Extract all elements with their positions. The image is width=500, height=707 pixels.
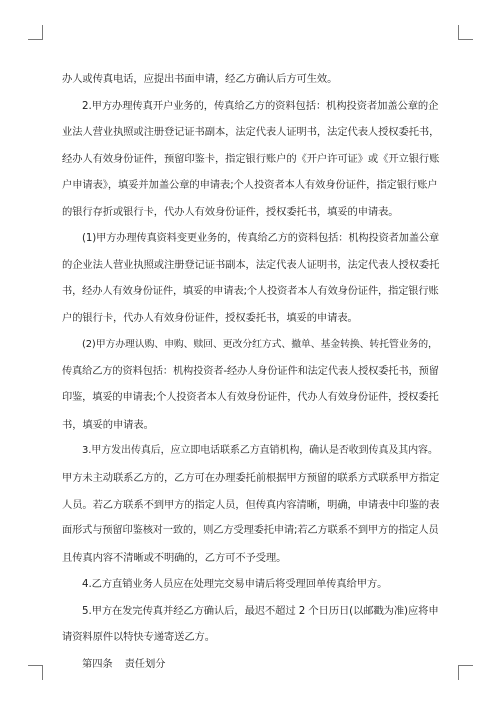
text-line: 的银行存折或银行卡，代办人有效身份证件，授权委托书，填妥的申请表。 bbox=[62, 205, 399, 218]
text-line: 书，经办人有效身份证件，填妥的申请表;个人投资者本人有效身份证件，指定银行账 bbox=[62, 285, 439, 297]
text-line: 4.乙方直销业务人员应在处理完交易申请后将受理回单传真给甲方。 bbox=[82, 578, 388, 591]
text-line: 户的银行卡，代办人有效身份证件，授权委托书，填妥的申请表。 bbox=[62, 312, 358, 325]
text-line: 传真给乙方的资料包括：机构投资者-经办人身份证件和法定代表人授权委托书，预留 bbox=[62, 365, 439, 377]
corner-mark-bottom-right bbox=[458, 665, 473, 680]
document-body bbox=[62, 66, 440, 678]
text-line: 印鉴，填妥的申请表;个人投资者本人有效身份证件，代办人有效身份证件，授权委托 bbox=[62, 392, 439, 404]
text-line: (2)甲方办理认购、申购、赎回、更改分红方式、撤单、基金转换、转托管业务的， bbox=[82, 338, 438, 350]
text-line: 业法人营业执照或注册登记证书副本，法定代表人证明书，法定代表人授权委托书， bbox=[62, 126, 440, 139]
text-line: 请资料原件以特快专递寄送乙方。 bbox=[62, 631, 215, 644]
corner-mark-top-left bbox=[28, 25, 43, 40]
corner-mark-bottom-left bbox=[28, 665, 43, 680]
article-heading bbox=[62, 651, 440, 678]
text-line: 2.甲方办理传真开户业务的，传真给乙方的资料包括：机构投资者加盖公章的企 bbox=[82, 99, 439, 112]
article-title: 责任划分 bbox=[124, 658, 166, 671]
text-line: 3.甲方发出传真后，应立即电话联系乙方直销机构，确认是否收到传真及其内容。 bbox=[82, 445, 438, 457]
article-number: 第四条 bbox=[82, 658, 113, 671]
text-line: 的企业法人营业执照或注册登记证书副本，法定代表人证明书，法定代表人授权委托 bbox=[62, 259, 440, 272]
text-line: 办人或传真电话，应提出书面申请，经乙方确认后方可生效。 bbox=[62, 73, 338, 85]
text-line: 书，填妥的申请表。 bbox=[62, 418, 154, 431]
text-line: 经办人有效身份证件，预留印鉴卡，指定银行账户的《开户许可证》或《开立银行账 bbox=[62, 152, 440, 165]
text-line: 户申请表》，填妥并加盖公章的申请表;个人投资者本人有效身份证件，指定银行账户 bbox=[62, 179, 438, 192]
text-line: 甲方未主动联系乙方的，乙方可在办理委托前根据甲方预留的联系方式联系甲方指定 bbox=[62, 471, 440, 484]
corner-mark-top-right bbox=[458, 25, 473, 40]
text-line: 且传真内容不清晰或不明确的，乙方可不予受理。 bbox=[62, 551, 287, 564]
text-line: 人员。若乙方联系不到甲方的指定人员，但传真内容清晰，明确，申请表中印鉴的表 bbox=[62, 498, 440, 511]
text-line: 面形式与预留印鉴核对一致的，则乙方受理委托申请;若乙方联系不到甲方的指定人员 bbox=[62, 525, 439, 537]
text-line: 5.甲方在发完传真并经乙方确认后，最迟不超过 2 个日历日(以邮戳为准)应将申 bbox=[82, 604, 439, 617]
text-line: (1)甲方办理传真资料变更业务的，传真给乙方的资料包括：机构投资者加盖公章 bbox=[82, 232, 440, 244]
